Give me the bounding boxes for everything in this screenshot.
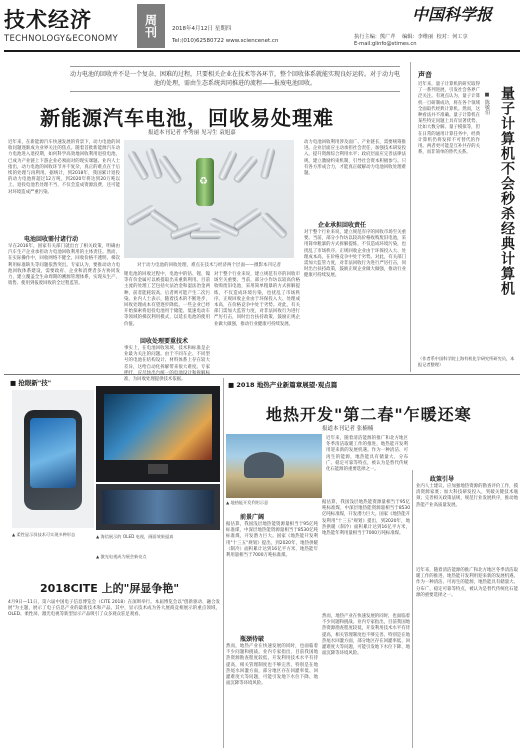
newspaper-logo: 中国科学报 [412, 5, 493, 24]
article-text: 动力电池回收利用涉及面广、产业链长，需要统筹推进。企业层面应主动承担社会责任，加强技术研发投入，提升资源综合利用水平；政府层面应完善法律法规，建立激励约束机制，引导社会资本积极参与。只有各方形成合力，才能真正破解动力电池回收处理难题。 [304, 140, 406, 177]
article-subhead: 瓶颈待破 [240, 636, 265, 643]
article-subhead: 政策引导 [430, 476, 455, 483]
oled-tv-photo [96, 386, 220, 482]
section-title-en: TECHNOLOGY&ECONOMY [4, 34, 119, 44]
article-text: 锂电池的回收过程中，电池中的钴、锂、镍等有价金属可以被提取出来重新利用。目前主流的处理工艺包括火法冶金和湿法冶金两种，前者能耗较高，后者则可能产生二次污染。业内人士表示，随着技术的不断进步，回收处理成本有望逐步降低。一些企业已经开始探索将退役电池用于储能、低速电动车等领域的梯次利用模式，以延长电池的使用价值。 [124, 272, 210, 327]
sidebar-vertical-title: 量子计算机不会秒杀经典计算机 [499, 86, 515, 296]
issue-date: 2018年4月12日 星期四 [172, 26, 232, 32]
battery-photo [124, 140, 294, 258]
recycle-battery-icon: ♻ [196, 158, 214, 206]
laser-tv-photo [96, 484, 220, 530]
contact-info: Tel:(010)62580722 www.sciencenet.cn [172, 38, 279, 44]
photo-caption: ▲ 激光电视成为展会新亮点 [96, 554, 147, 559]
article-subhead: 电池回收需付诸行动 [24, 236, 79, 243]
article-text: 据估算，我国浅层地热能资源量相当于95亿吨标准煤，中深层地热能资源量相当于8530亿吨标准煤，开发潜力巨大。国家《地热能开发利用"十三五"规划》提出，到2020年，地热供暖（制冷）面积累计达到16亿平方米，地热能年利用量相当于7000万吨标准煤。 [322, 500, 410, 537]
article-text: 然而，地热产业在快速发展的同时，也面临着不少问题和挑战。业内专家指出，目前我国地热资源勘查程度较低，开发利用技术水平有待提高，相关管理制度也不够完善。特别是在地热尾水回灌方面，部分地区存在回灌率低、回灌难度大等问题，可能引发地下水位下降、地面沉降等环境风险。 [322, 614, 410, 657]
article-text: 近年来，随着清洁能源的推广和北方地区冬季清洁取暖工作的推进，地热能开发利用迎来新的发展机遇。作为一种清洁、可再生的能源，地热能具有储量大、分布广、稳定可靠等特点，被认为是替代传统化石能源的重要选择之一。 [416, 568, 518, 598]
article-text: 事实上，在电池回收领域，技术和标准是企业最为关注的问题。由于不同车企、不同型号的电池在结构设计、材料体系上存在较大差异，这给自动化拆解带来很大难度。专家呼吁，应尽快出台统一的电池设计和拆解标准，为回收处理提供技术依据。 [124, 346, 210, 383]
weekly-badge: 周刊 [137, 4, 165, 48]
main-headline: 新能源汽车电池，回收易处理难 [40, 106, 334, 130]
photo-caption: 对于动力电池的回收处理，难点在技术与经济两个层面——摄影本刊记者 [137, 263, 281, 268]
masthead [4, 2, 520, 52]
sidebar-label: 声音 [418, 71, 432, 79]
article-text: 对于整个行业来说，建立规范有序的回收市场至关重要。当前，部分小作坊以较高价格收购废旧电池，采用简单粗暴的方式拆解提炼，不仅造成环境污染，也扰乱了市场秩序。正规回收企业由于环保投入大、处理成本高，在价格竞争中处于劣势。对此，有关部门需加大监管力度，对非法回收行为进行严厉打击，同时出台扶持政策，鼓励正规企业做大做强，推动行业健康可持续发展。 [214, 272, 300, 327]
article-text: 近年来，在新能源汽车快速发展的背景下，动力电池的回收问题逐渐成为业界关注的焦点。随着首批新能源汽车动力电池进入退役期，如何科学高效地回收利用退役电池，已成为产业链上下游企业必须面对的现实课题。业内人士指出，动力电池的回收环节并不复杂，真正的难点在于后续的处理与再利用。据统计，到2018年，我国累计退役的动力电池将超过12万吨，到2020年将达到20万吨以上。退役电池若处理不当，不仅会造成资源浪费，还可能对环境造成严重污染。 [8, 140, 120, 195]
article-text: 据估算，我国浅层地热能资源量相当于95亿吨标准煤，中深层地热能资源量相当于8530亿吨标准煤，开发潜力巨大。国家《地热能开发利用"十三五"规划》提出，到2020年，地热供暖（制冷）面积累计达到16亿平方米，地热能年利用量相当于7000万吨标准煤。 [226, 522, 318, 559]
geothermal-byline: 报道本刊记者 张楠楠 [322, 426, 374, 432]
photo-caption: ▲ 地热能开发利用示意 [226, 500, 269, 505]
sidebar-text: 近年来，量子计算机的研究取得了一系列进展，引发社会各界广泛关注。有观点认为，量子计算机一旦研制成功，将在各个领域全面取代经典计算机。然而，这种看法并不准确。量子计算机在某些特定问题上具有显著优势，比如大数分解、量子模拟等，但在日常的通用计算任务中，经典计算机仍将发挥不可替代的作用。两者更可能是互补共存的关系，而非简单的替代关系。 [418, 82, 480, 156]
topic-bar: ■ 2018 地热产业新篇章展望·观点篇 [228, 381, 338, 389]
article-text: 早在2016年，国家有关部门就出台了相关政策，明确由汽车生产企业承担动力电池回收利用的主体责任。然而，在实际操作中，回收网络不健全、回收价格不透明、梯次利用标准缺失等问题依然突出。专家认为，要推动动力电池回收体系建设，需要政府、企业和消费者多方协同发力，建立覆盖全生命周期的溯源管理体系，实现从生产、销售、使用到报废回收的全过程监管。 [8, 244, 120, 287]
section-rule [4, 374, 520, 375]
article-text: 业内人士建议，应加强地热资源的勘查评价工作，摸清资源家底；加大科技研发投入，突破关键技术瓶颈；完善相关政策法规，规范行业发展秩序，推动地热能产业高质量发展。 [416, 484, 518, 508]
article-text: 近年来，随着清洁能源的推广和北方地区冬季清洁取暖工作的推进，地热能开发利用迎来新的发展机遇。作为一种清洁、可再生的能源，地热能具有储量大、分布广、稳定可靠等特点，被认为是替代传统化石能源的重要选择之一。 [326, 436, 408, 473]
article-text: 然而，地热产业在快速发展的同时，也面临着不少问题和挑战。业内专家指出，目前我国地热资源勘查程度较低，开发利用技术水平有待提高，相关管理制度也不够完善。特别是在地热尾水回灌方面，部分地区存在回灌率低、回灌难度大等问题，可能引发地下水位下降、地面沉降等环境风险。 [226, 644, 318, 687]
photo-caption: ▲ 海信展示的 OLED 电视，画面效果逼真 [96, 534, 174, 539]
sidebar-byline: ■ 陈敏伯 [484, 92, 490, 115]
flexible-phone-photo [12, 390, 94, 528]
column-rule [223, 378, 224, 748]
article-subhead: 前景广阔 [240, 514, 265, 521]
column-rule [410, 62, 411, 372]
geothermal-photo [226, 434, 322, 498]
article-text: 对于整个行业来说，建立规范有序的回收市场至关重要。当前，部分小作坊以较高价格收购废旧电池，采用简单粗暴的方式拆解提炼，不仅造成环境污染，也扰乱了市场秩序。正规回收企业由于环保投入大、处理成本高，在价格竞争中处于劣势。对此，有关部门需加大监管力度，对非法回收行为进行严厉打击，同时出台扶持政策，鼓励正规企业做大做强，推动行业健康可持续发展。 [304, 230, 406, 279]
lead-summary: 动力电池的回收并不是一个复杂、困难的过程，只要相关企业在技术等各环节，整个回收体系就能实现良好运转。对于动力电池的处理，需由生态系统共同推进的流程——报废电池回收。 [70, 66, 400, 92]
geothermal-headline: 地热开发"第二春"乍暖还寒 [266, 405, 472, 424]
editor-credits: 执行主编：熊广芹 编辑：李维丽 校对：何工享 E-mail:glinfo@stimes.cn [354, 34, 468, 47]
photo-caption: ▲ 柔性显示屏技术可实现多种形态 [12, 532, 76, 537]
sidebar-note: （作者系中国科学院上海有机化学研究所研究员，本报记者整理） [418, 356, 515, 367]
article-subhead: 回收处理要重技术 [140, 338, 189, 345]
section-title: 技术经济 [4, 7, 92, 32]
article-subhead: 企业承担回收责任 [318, 222, 367, 229]
article-text: 4月9日—11日，第六届中国电子信息博览会（CITE 2018）在深圳举行。本届博览会以"创新驱动、融合发展"为主题，展示了电子信息产业的最新技术和产品。其中，显示技术成为各大展商竞相展示的重点领域，OLED、柔性屏、激光电视等新型显示产品吸引了众多观众驻足观看。 [8, 600, 220, 618]
column-rule [412, 470, 413, 748]
section-tag: ■ 抢眼新"技" [10, 379, 52, 387]
cite-headline: 2018CITE 上的"屏显争艳" [40, 582, 180, 595]
main-byline: 报道本刊记者 李秀丽 见习生 袁旭嘉 [148, 130, 236, 136]
